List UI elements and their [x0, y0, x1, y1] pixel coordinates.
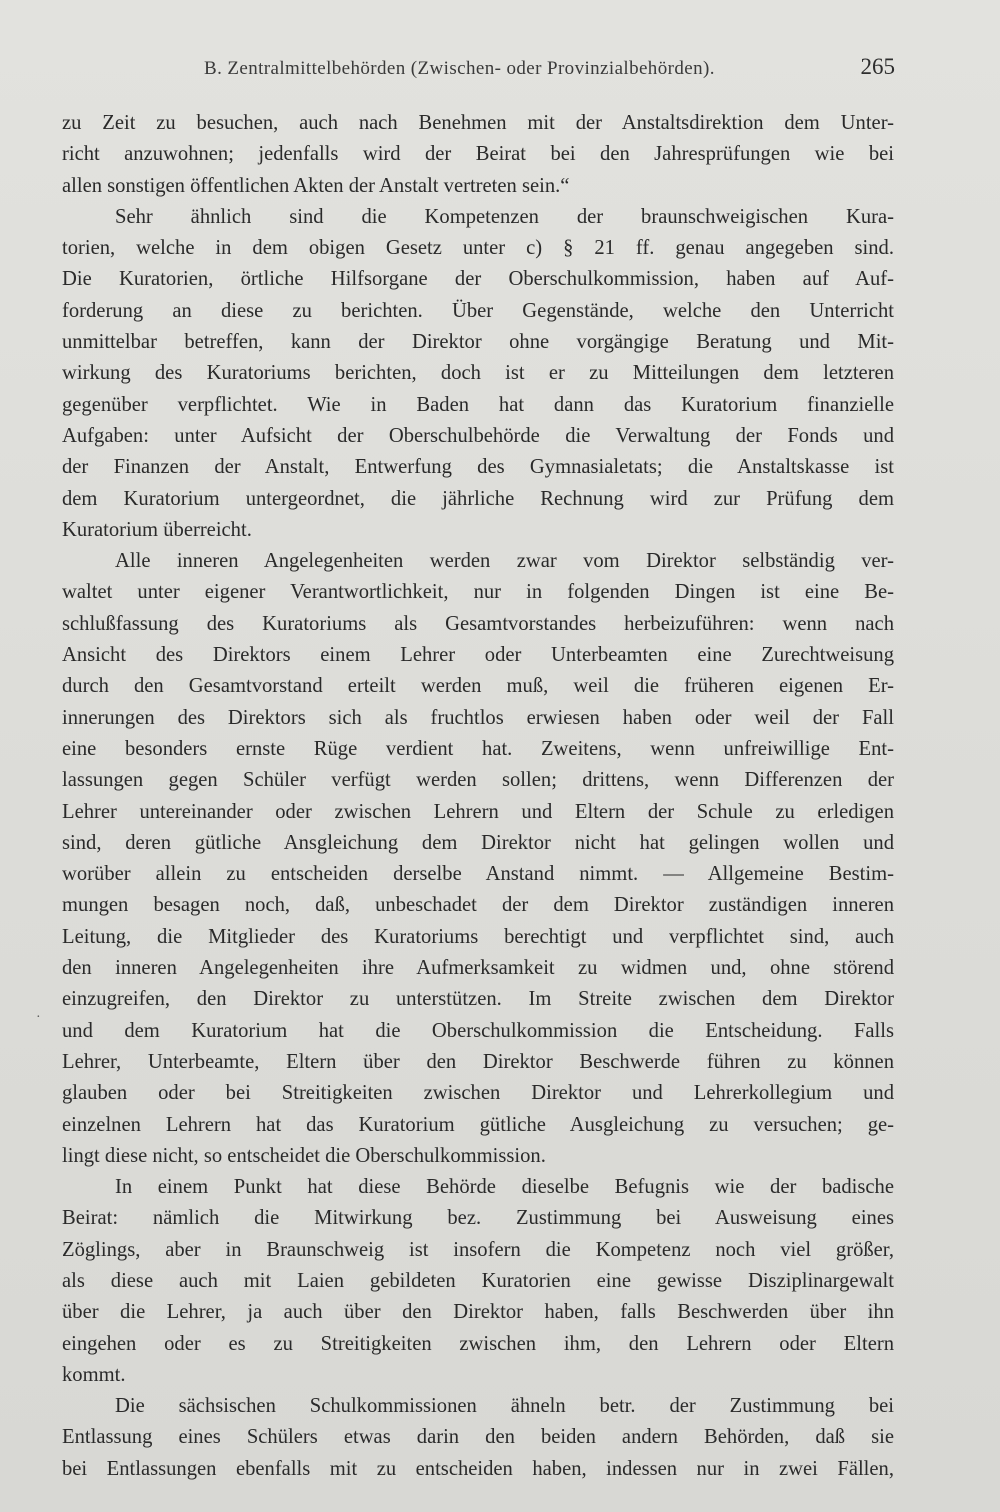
text-line: Aufgaben: unter Aufsicht der Oberschulbehörde die Verwaltung der Fonds und — [62, 424, 894, 447]
text-line: über die Lehrer, ja auch über den Direktor haben, falls Beschwerden über ihn — [62, 1301, 894, 1324]
text-line: innerungen des Direktors sich als fruchtlos erwiesen haben oder weil der Fall — [62, 706, 894, 729]
text-line: den inneren Angelegenheiten ihre Aufmerksamkeit zu widmen und, ohne störend — [62, 957, 894, 980]
text-line: glauben oder bei Streitigkeiten zwischen Direktor und Lehrerkollegium und — [62, 1082, 894, 1105]
text-line: gegenüber verpflichtet. Wie in Baden hat dann das Kuratorium finanzielle — [62, 393, 894, 416]
text-line: Beirat: nämlich die Mitwirkung bez. Zustimmung bei Ausweisung eines — [62, 1207, 894, 1230]
text-line: wirkung des Kuratoriums berichten, doch ist er zu Mitteilungen dem letzteren — [62, 362, 894, 385]
text-line: unmittelbar betreffen, kann der Direktor ohne vorgängige Beratung und Mit- — [62, 331, 894, 354]
text-line: worüber allein zu entscheiden derselbe Anstand nimmt. — Allgemeine Bestim- — [62, 863, 894, 886]
text-line: eine besonders ernste Rüge verdient hat. Zweitens, wenn unfreiwillige Ent- — [62, 737, 894, 760]
text-line: Leitung, die Mitglieder des Kuratoriums berechtigt und verpflichtet sind, auch — [62, 925, 894, 948]
paragraph-1 — [62, 108, 894, 202]
text-line: torien, welche in dem obigen Gesetz unter c) § 21 ff. genau angegeben sind. — [62, 237, 894, 260]
text-line: Entlassung eines Schülers etwas darin den beiden andern Behörden, daß sie — [62, 1426, 894, 1449]
text-line: waltet unter eigener Verantwortlichkeit, nur in folgenden Dingen ist eine Be- — [62, 581, 894, 604]
text-line: dem Kuratorium untergeordnet, die jährliche Rechnung wird zur Prüfung dem — [62, 487, 894, 510]
text-line: forderung an diese zu berichten. Über Gegenstände, welche den Unterricht — [62, 299, 894, 322]
text-line: Kuratorium überreicht. — [62, 518, 252, 541]
text-line: der Finanzen der Anstalt, Entwerfung des Gymnasialetats; die Anstaltskasse ist — [62, 456, 894, 479]
text-line: Zöglings, aber in Braunschweig ist insofern die Kompetenz noch viel größer, — [62, 1238, 894, 1261]
paragraph-4 — [62, 1172, 894, 1391]
text-line: eingehen oder es zu Streitigkeiten zwischen ihm, den Lehrern oder Eltern — [62, 1332, 894, 1355]
margin-mark: · — [36, 1010, 41, 1025]
paragraph-3 — [62, 546, 894, 1172]
text-line: Lehrer untereinander oder zwischen Lehrern und Eltern der Schule zu erledigen — [62, 800, 894, 823]
running-head: B. Zentralmittelbehörden (Zwischen- oder Provinzialbehörden). — [204, 58, 715, 79]
paragraph-5 — [62, 1391, 894, 1485]
text-line: lingt diese nicht, so entscheidet die Oberschulkommission. — [62, 1144, 546, 1167]
text-line: Lehrer, Unterbeamte, Eltern über den Direktor Beschwerde führen zu können — [62, 1050, 894, 1073]
text-line: Sehr ähnlich sind die Kompetenzen der braunschweigischen Kura- — [115, 205, 894, 228]
text-line: und dem Kuratorium hat die Oberschulkommission die Entscheidung. Falls — [62, 1019, 894, 1042]
text-line: einzugreifen, den Direktor zu unterstützen. Im Streite zwischen dem Direktor — [62, 988, 894, 1011]
text-line: zu Zeit zu besuchen, auch nach Benehmen mit der Anstaltsdirektion dem Unter- — [62, 112, 894, 134]
text-line: lassungen gegen Schüler verfügt werden sollen; drittens, wenn Differenzen der — [62, 769, 894, 792]
text-line: Die Kuratorien, örtliche Hilfsorgane der Oberschulkommission, haben auf Auf- — [62, 268, 894, 291]
text-line: Alle inneren Angelegenheiten werden zwar vom Direktor selbständig ver- — [115, 550, 894, 573]
text-line: Ansicht des Direktors einem Lehrer oder Unterbeamten eine Zurechtweisung — [62, 644, 894, 667]
paragraph-2 — [62, 202, 894, 546]
text-line: schlußfassung des Kuratoriums als Gesamtvorstandes herbeizuführen: wenn nach — [62, 612, 894, 635]
text-line: bei Entlassungen ebenfalls mit zu entscheiden haben, indessen nur in zwei Fällen, — [62, 1457, 894, 1480]
text-line: In einem Punkt hat diese Behörde dieselbe Befugnis wie der badische — [115, 1176, 894, 1199]
page-number: 265 — [860, 54, 895, 79]
text-line: Die sächsischen Schulkommissionen ähneln betr. der Zustimmung bei — [115, 1395, 894, 1418]
text-line: mungen besagen noch, daß, unbeschadet der dem Direktor zuständigen inneren — [62, 894, 894, 917]
text-line: sind, deren gütliche Ansgleichung dem Direktor nicht hat gelingen wollen und — [62, 831, 894, 854]
text-line: richt anzuwohnen; jedenfalls wird der Beirat bei den Jahresprüfungen wie bei — [62, 143, 894, 166]
text-line: kommt. — [62, 1363, 126, 1386]
body-text — [62, 108, 894, 1485]
text-line: durch den Gesamtvorstand erteilt werden muß, weil die früheren eigenen Er- — [62, 675, 894, 698]
text-line: allen sonstigen öffentlichen Akten der Anstalt vertreten sein.“ — [62, 174, 570, 197]
page-header — [204, 54, 895, 88]
text-line: einzelnen Lehrern hat das Kuratorium gütliche Ausgleichung zu versuchen; ge- — [62, 1113, 894, 1136]
text-line: als diese auch mit Laien gebildeten Kuratorien eine gewisse Disziplinargewalt — [62, 1269, 894, 1292]
